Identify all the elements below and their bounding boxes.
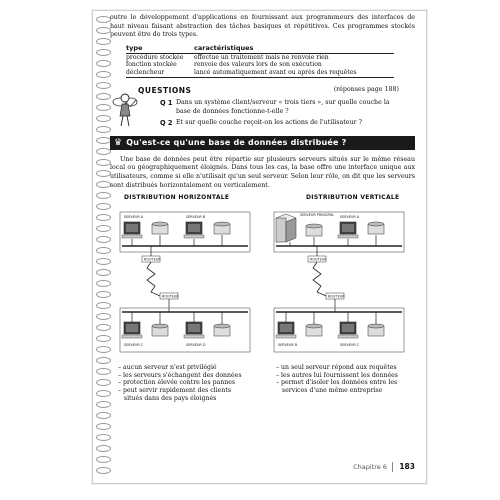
spiral-ring: [96, 368, 111, 375]
server-label: SERVEUR PRINCIPAL: [300, 213, 335, 218]
spiral-ring: [96, 346, 111, 353]
spiral-ring: [96, 445, 111, 452]
table-cell: effectue un traitement mais ne renvoie rien: [194, 53, 329, 61]
wan-link-icon: [313, 262, 326, 296]
questions-header: [110, 86, 415, 96]
spiral-ring: [96, 148, 111, 155]
table-cell: procédure stockée: [126, 53, 184, 61]
horizontal-distribution-diagram: [114, 204, 254, 362]
server-label: SERVEUR A: [340, 215, 360, 220]
chapter-label: Chapitre 6: [353, 463, 387, 471]
vertical-distribution-diagram: [268, 204, 408, 362]
distribution-diagrams: [110, 194, 415, 364]
types-header-characteristics: caractéristiques: [194, 44, 394, 54]
server-label: SERVEUR B: [278, 343, 298, 348]
comparison-bullets: [110, 364, 415, 416]
spiral-ring: [96, 225, 111, 232]
monitor-icon: [276, 322, 296, 338]
types-table: [126, 44, 394, 78]
table-row: [126, 61, 394, 68]
table-cell: renvoie des valeurs lors de son exécution: [194, 61, 322, 69]
spiral-ring: [96, 335, 111, 342]
spiral-ring: [96, 269, 111, 276]
spiral-ring: [96, 82, 111, 89]
list-item: – les serveurs s'échangent des données: [118, 371, 242, 379]
monitor-icon: [338, 322, 358, 338]
spiral-ring: [96, 60, 111, 67]
spiral-ring: [96, 203, 111, 210]
types-header-type: type: [126, 44, 194, 54]
server-label: SERVEUR A: [124, 215, 144, 220]
database-icon: [152, 222, 168, 234]
database-icon: [214, 324, 230, 336]
database-icon: [368, 324, 384, 336]
database-icon: [152, 324, 168, 336]
spiral-ring: [96, 93, 111, 100]
spiral-ring: [96, 280, 111, 287]
spiral-ring: [96, 434, 111, 441]
server-label: SERVEUR C: [124, 343, 144, 348]
monitor-icon: [184, 222, 204, 238]
spiral-ring: [96, 247, 111, 254]
spiral-ring: [96, 159, 111, 166]
spiral-ring: [96, 181, 111, 188]
section-paragraph: Une base de données peut être répartie sur plusieurs serveurs situés sur le même réseau local ou géographiquement éloignés. Dans tous les cas, la base offre une interface unique aux utilisateurs, comme si elle n'utilisait qu'un seul serveur. Selon leur rôle, on dit que les serveurs sont distribués horizontalement ou verticalement.: [110, 155, 415, 189]
fairy-illustration: [112, 90, 138, 130]
spiral-ring: [96, 291, 111, 298]
spiral-ring: [96, 214, 111, 221]
vertical-bullets: [276, 364, 398, 394]
monitor-icon: [122, 322, 142, 338]
page-number: 183: [399, 462, 415, 471]
monitor-icon: [184, 322, 204, 338]
database-icon: [368, 222, 384, 234]
database-icon: [306, 324, 322, 336]
spiral-ring: [96, 456, 111, 463]
list-item: – permet d'isoler les données entre les: [276, 379, 398, 387]
spiral-ring: [96, 324, 111, 331]
tower-server-icon: [276, 214, 296, 242]
spiral-ring: [96, 49, 111, 56]
list-item: services d'une même entreprise: [276, 386, 383, 394]
table-cell: lancé automatiquement avant ou après des requêtes: [194, 69, 394, 78]
question-number: Q 2: [160, 119, 173, 128]
list-item: – protection élevée contre les pannes: [118, 379, 236, 387]
spiral-ring: [96, 412, 111, 419]
spiral-ring: [96, 379, 111, 386]
list-item: – les autres lui fournissent les données: [276, 371, 398, 379]
server-label: SERVEUR B: [186, 215, 206, 220]
wan-link-icon: [147, 262, 160, 296]
list-item: – peut servir rapidement des clients: [118, 386, 231, 394]
questions-answers-reference: (réponses page 188): [333, 86, 399, 93]
router-label: ROUTEUR: [328, 294, 345, 299]
spiral-ring: [96, 423, 111, 430]
router-label: ROUTEUR: [310, 257, 327, 262]
spiral-ring: [96, 467, 111, 474]
types-table-header: [126, 44, 394, 54]
footer-divider: [392, 462, 393, 472]
monitor-icon: [338, 222, 358, 238]
question-text: Et sur quelle couche reçoit-on les actions de l'utilisateur ?: [176, 119, 362, 127]
spiral-ring: [96, 236, 111, 243]
spiral-ring: [96, 115, 111, 122]
spiral-ring: [96, 390, 111, 397]
page-content: [110, 14, 415, 416]
vertical-diagram-title: DISTRIBUTION VERTICALE: [306, 194, 400, 202]
crown-icon: ♛: [114, 137, 123, 148]
table-cell: fonction stockée: [126, 61, 177, 69]
question-2: [160, 119, 415, 128]
question-1: [160, 99, 415, 116]
spiral-ring: [96, 104, 111, 111]
spiral-ring: [96, 71, 111, 78]
router-label: ROUTEUR: [162, 294, 179, 299]
question-number: Q 1: [160, 99, 173, 107]
horizontal-bullets: [118, 364, 242, 402]
table-row: [126, 69, 394, 78]
database-icon: [214, 222, 230, 234]
spiral-ring: [96, 302, 111, 309]
page-footer: [110, 461, 415, 473]
section-title: Qu'est-ce qu'une base de données distribuée ?: [126, 138, 347, 148]
spiral-ring: [96, 38, 111, 45]
spiral-ring: [96, 126, 111, 133]
spiral-ring: [96, 401, 111, 408]
router-label: ROUTEUR: [144, 257, 161, 262]
list-item: – un seul serveur répond aux requêtes: [276, 364, 397, 372]
intro-paragraph: outre le développement d'applications en fournissant aux programmeurs des interfaces de haut niveau faisant abstraction des tâches basiques et répétitives. Ces programmes stockés peuvent être de trois types.: [110, 14, 415, 39]
server-label: SERVEUR D: [186, 343, 206, 348]
spiral-binding: [92, 10, 110, 482]
spiral-ring: [96, 16, 111, 23]
spiral-ring: [96, 258, 111, 265]
spiral-ring: [96, 27, 111, 34]
spiral-ring: [96, 170, 111, 177]
list-item: situés dans des pays éloignés: [118, 394, 217, 402]
questions-title: QUESTIONS: [138, 86, 192, 95]
section-banner: [110, 136, 415, 150]
spiral-ring: [96, 192, 111, 199]
table-cell: déclencheur: [126, 69, 194, 78]
database-icon: [306, 224, 322, 236]
horizontal-diagram-title: DISTRIBUTION HORIZONTALE: [124, 194, 230, 202]
spiral-ring: [96, 357, 111, 364]
server-label: SERVEUR C: [340, 343, 360, 348]
list-item: – aucun serveur n'est privilégié: [118, 364, 217, 372]
spiral-ring: [96, 137, 111, 144]
question-text: Dans un système client/serveur « trois tiers », sur quelle couche la base de données fonctionne-t-elle ?: [176, 99, 390, 115]
monitor-icon: [122, 222, 142, 238]
table-row: [126, 53, 394, 61]
spiral-ring: [96, 313, 111, 320]
